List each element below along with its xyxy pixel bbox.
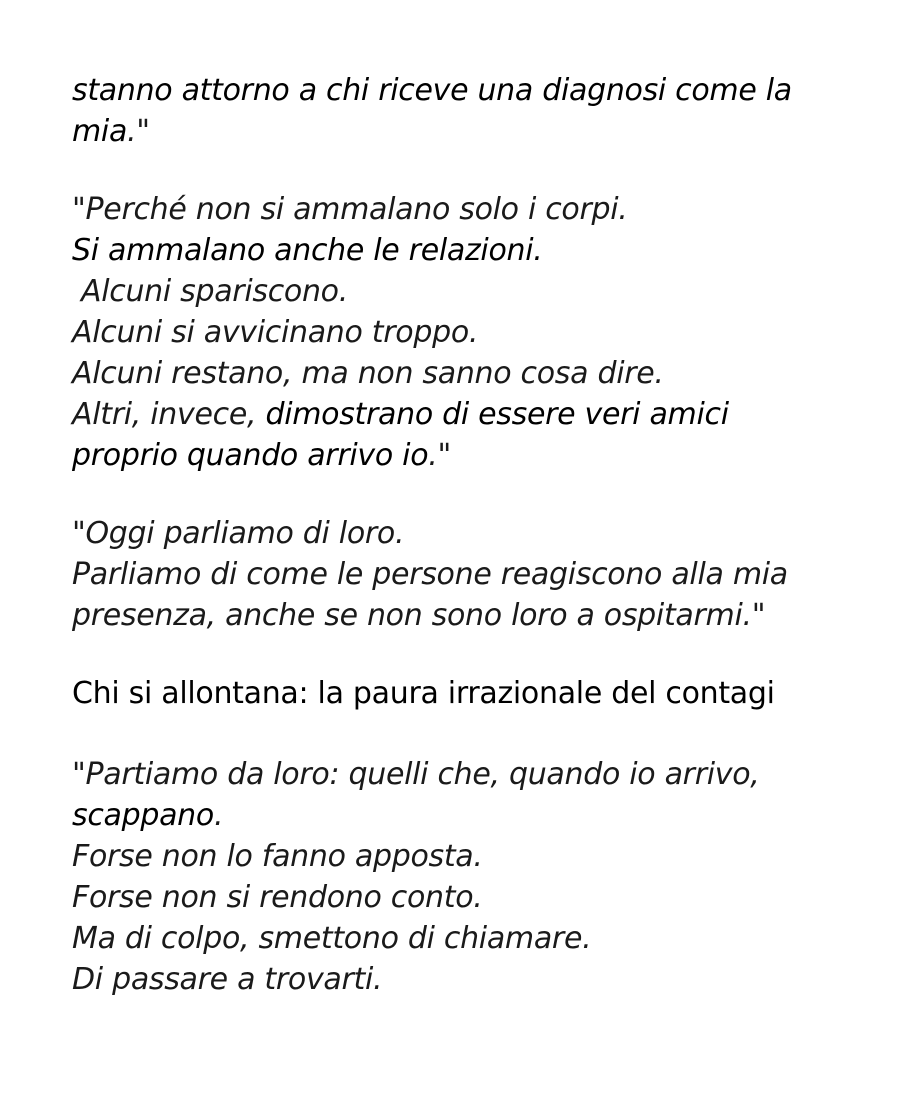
text-line bbox=[72, 795, 862, 836]
text-fragment: Altri, invece, bbox=[72, 397, 266, 432]
text-line: Forse non lo fanno apposta. bbox=[72, 839, 483, 874]
text-line: Forse non si rendono conto. bbox=[72, 880, 483, 915]
section-heading: Chi si allontana: la paura irrazionale del contagi bbox=[72, 676, 775, 711]
text-fragment: ." bbox=[428, 438, 451, 473]
paragraph-3 bbox=[72, 513, 862, 636]
text-line: stanno attorno a chi riceve una diagnosi come la bbox=[72, 73, 792, 108]
text-line: Alcuni spariscono. bbox=[81, 274, 348, 309]
text-line bbox=[72, 111, 862, 152]
text-line: Si ammalano anche le relazioni. bbox=[72, 233, 543, 268]
document-body bbox=[72, 70, 862, 1037]
bold-text: mia bbox=[72, 114, 128, 149]
text-line bbox=[72, 394, 862, 435]
text-line: "Perché non si ammalano solo i corpi. bbox=[72, 192, 628, 227]
paragraph-2 bbox=[72, 189, 862, 476]
text-line: Ma di colpo, smettono di chiamare. bbox=[72, 921, 592, 956]
text-line: Di passare a trovarti. bbox=[72, 962, 383, 997]
paragraph-1 bbox=[72, 70, 862, 152]
bold-text: proprio quando arrivo io bbox=[72, 438, 429, 473]
text-fragment: ." bbox=[127, 114, 150, 149]
text-line: Alcuni restano, ma non sanno cosa dire. bbox=[72, 356, 664, 391]
text-line: Parliamo di come le persone reagiscono alla mia bbox=[72, 557, 788, 592]
text-fragment: . bbox=[213, 798, 224, 833]
paragraph-4 bbox=[72, 754, 862, 1000]
bold-text: dimostrano di essere veri amici bbox=[265, 397, 729, 432]
text-line: Alcuni si avvicinano troppo. bbox=[72, 315, 479, 350]
bold-text: scappano bbox=[72, 798, 214, 833]
text-line: "Oggi parliamo di loro. bbox=[72, 516, 405, 551]
text-line bbox=[72, 435, 862, 476]
text-line: presenza, anche se non sono loro a ospitarmi." bbox=[72, 598, 766, 633]
text-line: "Partiamo da loro: quelli che, quando io arrivo, bbox=[72, 757, 760, 792]
